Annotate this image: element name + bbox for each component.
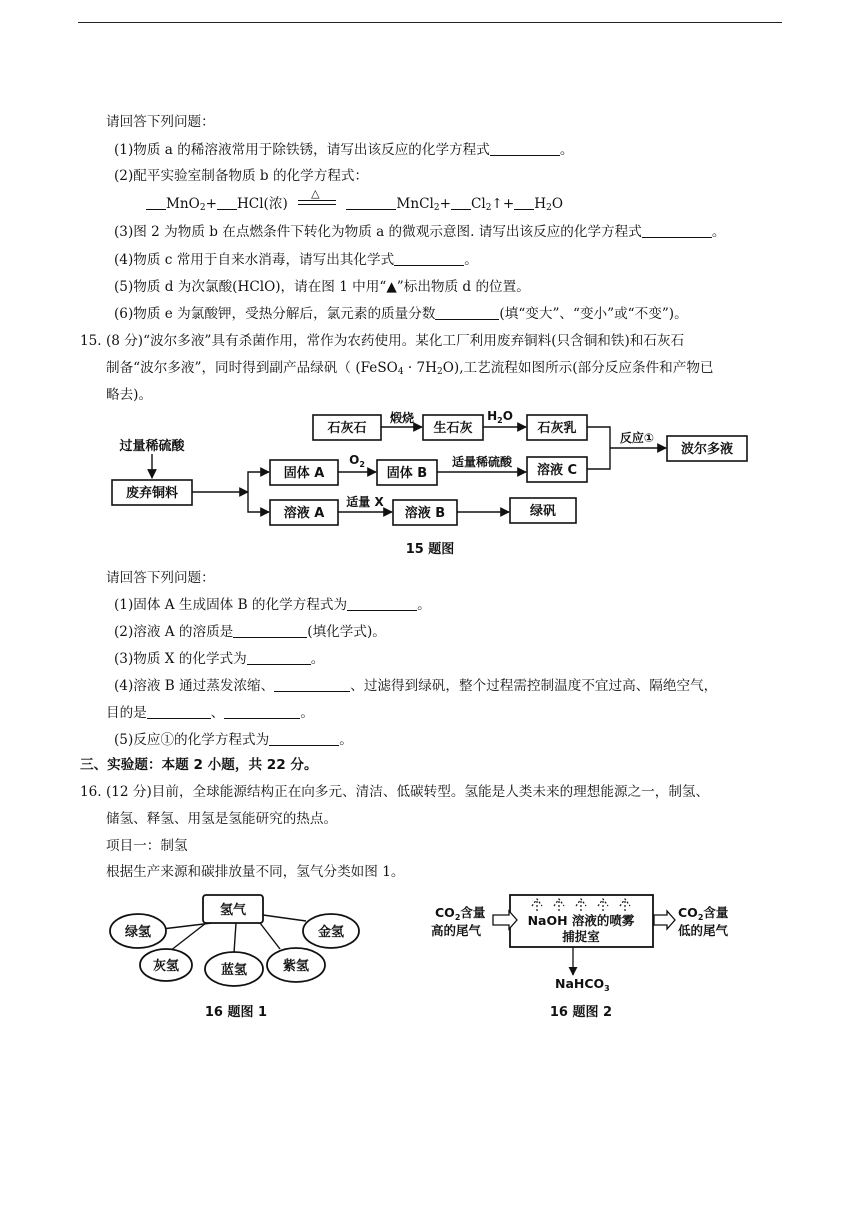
label-limestone: 石灰石 xyxy=(327,421,367,436)
label-output-2: 低的尾气 xyxy=(678,923,729,938)
label-acid2: 适量稀硫酸 xyxy=(451,455,513,469)
label-input-2: 高的尾气 xyxy=(431,923,482,938)
outlet-arrow xyxy=(654,911,675,929)
label-chamber-1: NaOH 溶液的喷雾 xyxy=(527,913,635,928)
label-reaction: 反应① xyxy=(619,431,655,445)
answer-blank[interactable] xyxy=(217,195,237,210)
label-blue: 蓝氢 xyxy=(220,963,248,978)
q14-part3: (3)图 2 为物质 b 在点燃条件下转化为物质 a 的微观示意图. 请写出该反应的化学方程式 。 xyxy=(114,224,726,240)
q16-stem-line4: 根据生产来源和碳排放量不同，氢气分类如图 1。 xyxy=(106,864,405,880)
label-quicklime: 生石灰 xyxy=(433,421,473,436)
condition-equals: △ xyxy=(298,194,336,214)
answer-blank[interactable] xyxy=(146,195,166,210)
section-heading: 三、实验题：本题 2 小题，共 22 分。 xyxy=(80,757,318,773)
q16-stem-line2: 储氢、释氢、用氢是氢能研究的热点。 xyxy=(106,811,338,827)
label-acid: 过量稀硫酸 xyxy=(119,439,185,454)
q15-part3: (3)物质 X 的化学式为 。 xyxy=(114,651,325,667)
label-o2: $O_2$ xyxy=(349,453,365,469)
answer-blank[interactable] xyxy=(247,650,311,665)
label-solid-a: 固体 A xyxy=(283,466,325,481)
q14-part5: (5)物质 d 为次氯酸(HClO)，请在图 1 中用“▲”标出物质 d 的位置。 xyxy=(114,279,530,295)
label-product: NaHCO$_3$ xyxy=(555,976,610,993)
label-gold: 金氢 xyxy=(317,925,345,940)
label-vitriol: 绿矾 xyxy=(529,504,557,519)
q16-stem-line1: 16. (12 分)目前，全球能源结构正在向多元、清洁、低碳转型。氢能是人类未来的理想能源之一，制氢、 xyxy=(80,784,710,800)
q14-part2: (2)配平实验室制备物质 b 的化学方程式： xyxy=(114,168,369,184)
label-solution-a: 溶液 A xyxy=(283,506,325,521)
answer-blank[interactable] xyxy=(274,677,350,692)
label-solution-b: 溶液 B xyxy=(404,506,446,521)
answer-blank[interactable] xyxy=(233,623,307,638)
answer-blank[interactable] xyxy=(394,251,464,266)
answer-blank[interactable] xyxy=(451,195,471,210)
label-solid-b: 固体 B xyxy=(386,466,428,481)
q16-project-title: 项目一：制氢 xyxy=(106,838,188,854)
answer-blank[interactable] xyxy=(224,704,300,719)
q15-part4: (4)溶液 B 通过蒸发浓缩、 、过滤得到绿矾，整个过程需控制温度不宜过高、隔绝空气， xyxy=(114,678,718,694)
q15-stem-line1: 15. (8 分)“波尔多液”具有杀菌作用，常作为农药使用。某化工厂利用废弃铜料(只含铜和铁)和石灰石 xyxy=(80,333,685,349)
q14-part4: (4)物质 c 常用于自来水消毒，请写出其化学式 。 xyxy=(114,252,478,268)
figure-caption: 16 题图 2 xyxy=(549,1005,613,1020)
q15-part4-cont: 目的是 、 。 xyxy=(106,705,314,721)
q15-flowchart xyxy=(100,408,760,558)
answer-blank[interactable] xyxy=(269,731,339,746)
q15-stem-line2: 制备“波尔多液”，同时得到副产品绿矾（ (FeSO$_4$ · $7H_2O$),工艺流程如图所示(部分反应条件和产物已 xyxy=(106,360,714,377)
label-solution-c: 溶液 C xyxy=(536,463,578,478)
q15-intro: 请回答下列问题： xyxy=(106,570,215,586)
header-rule xyxy=(78,22,782,23)
label-calcine: 煅烧 xyxy=(389,411,415,425)
answer-blank[interactable] xyxy=(490,141,560,156)
q14-equation: MnO$_2$+ HCl(浓) △ MnCl$_2$+ $Cl_2↑+ H_2O$ xyxy=(146,194,563,218)
answer-blank[interactable] xyxy=(435,305,499,320)
figure-caption: 15 题图 xyxy=(405,542,455,557)
label-limemilk: 石灰乳 xyxy=(537,421,577,436)
q14-part1: (1)物质 a 的稀溶液常用于除铁锈，请写出该反应的化学方程式 。 xyxy=(114,142,574,158)
label-chamber-2: 捕捉室 xyxy=(562,929,600,944)
label-input-1: $CO_2$含量 xyxy=(435,905,486,922)
label-green: 绿氢 xyxy=(124,925,152,940)
q15-part1: (1)固体 A 生成固体 B 的化学方程式为 。 xyxy=(114,597,431,613)
label-hydrogen: 氢气 xyxy=(219,903,247,918)
q16-figure2 xyxy=(425,885,765,1025)
label-scrap: 废弃铜料 xyxy=(125,486,179,501)
q14-part6: (6)物质 e 为氯酸钾，受热分解后，氯元素的质量分数 (填“变大”、“变小”或“不变”)。 xyxy=(114,306,688,322)
answer-blank[interactable] xyxy=(346,195,396,210)
q15-part5: (5)反应①的化学方程式为 。 xyxy=(114,732,353,748)
q15-part2: (2)溶液 A 的溶质是 (填化学式)。 xyxy=(114,624,386,640)
label-grey: 灰氢 xyxy=(152,959,180,974)
label-bordeaux: 波尔多液 xyxy=(680,442,734,457)
label-purple: 紫氢 xyxy=(282,959,310,974)
label-output-1: $CO_2$含量 xyxy=(678,905,729,922)
answer-blank[interactable] xyxy=(514,195,534,210)
q14-intro: 请回答下列问题： xyxy=(106,114,215,130)
label-water: $H_2O$ xyxy=(487,409,513,425)
answer-blank[interactable] xyxy=(147,704,211,719)
label-x: 适量 X xyxy=(346,495,384,509)
q16-figure1 xyxy=(100,885,380,1025)
answer-blank[interactable] xyxy=(347,596,417,611)
q15-stem-line3: 略去)。 xyxy=(106,387,153,403)
answer-blank[interactable] xyxy=(642,223,712,238)
figure-caption: 16 题图 1 xyxy=(204,1005,268,1020)
